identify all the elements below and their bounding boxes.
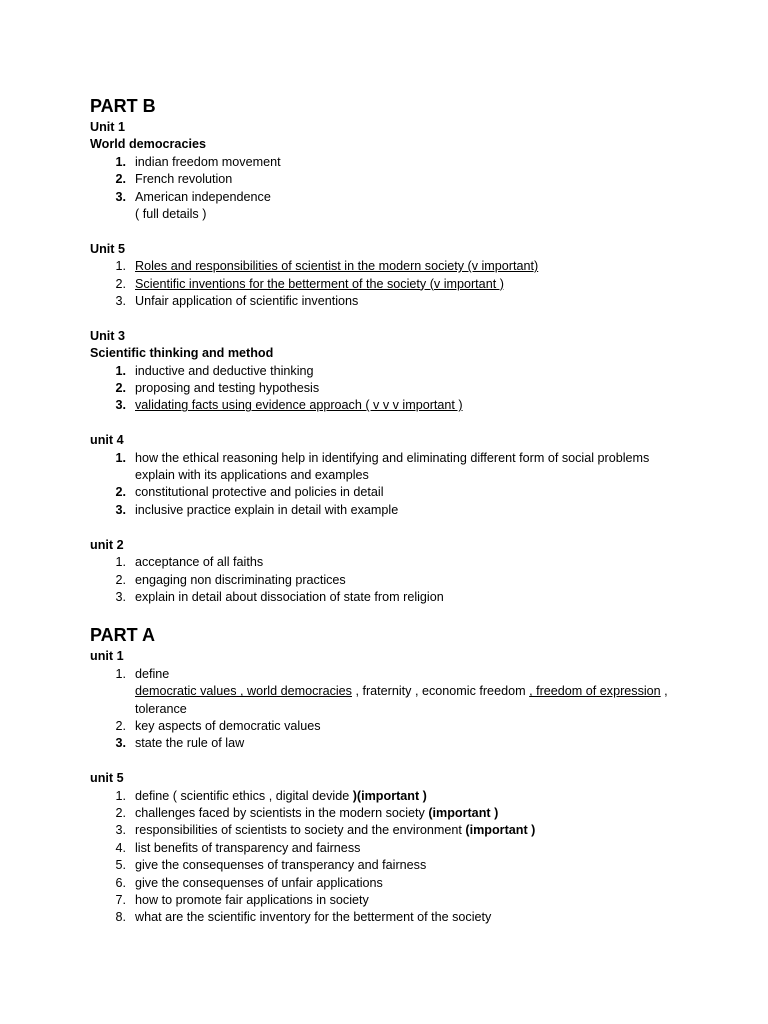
underlined-terms: democratic values , world democracies — [135, 684, 352, 699]
numbered-list — [90, 788, 690, 927]
list-text: validating facts using evidence approach ( v v v important ) — [135, 398, 463, 413]
list-number: 1. — [115, 788, 126, 803]
list-number: 1. — [115, 666, 126, 681]
unit-label: unit 2 — [90, 537, 124, 552]
importance-tag: )(important ) — [352, 788, 427, 803]
list-text-wrap — [135, 788, 690, 805]
list-number: 7. — [115, 892, 126, 907]
list-item — [90, 189, 690, 224]
plain-terms: , fraternity , economic freedom — [351, 684, 530, 699]
unit-heading: Scientific thinking and method — [90, 346, 274, 361]
list-item — [90, 572, 690, 589]
list-number: 2. — [115, 718, 126, 733]
numbered-list — [90, 450, 690, 520]
list-number: 1. — [115, 259, 126, 274]
list-item — [90, 276, 690, 293]
numbered-list — [90, 554, 690, 606]
list-text: Scientific inventions for the betterment of the society (v important ) — [135, 276, 504, 291]
list-item — [90, 502, 690, 519]
unit-label: unit 1 — [90, 649, 124, 664]
list-text-wrap — [135, 189, 690, 224]
list-text: inductive and deductive thinking — [135, 363, 314, 378]
list-item — [90, 154, 690, 171]
list-number: 4. — [115, 840, 126, 855]
list-text-wrap — [135, 805, 690, 822]
list-text: inclusive practice explain in detail with example — [135, 502, 399, 517]
list-number: 8. — [115, 910, 126, 925]
list-number: 5. — [115, 858, 126, 873]
list-item — [90, 293, 690, 310]
list-number: 2. — [115, 485, 126, 500]
list-item — [90, 857, 690, 874]
unit-heading: World democracies — [90, 137, 206, 152]
part-a-title: PART A — [90, 625, 155, 646]
list-number: 2. — [115, 572, 126, 587]
list-number: 2. — [115, 276, 126, 291]
list-number: 2. — [115, 805, 126, 820]
list-text: define ( scientific ethics , digital devide — [135, 788, 353, 803]
numbered-list — [90, 154, 690, 224]
list-item — [90, 875, 690, 892]
list-text: Roles and responsibilities of scientist in the modern society (v important) — [135, 259, 539, 274]
importance-tag: (important ) — [428, 805, 499, 820]
numbered-list — [90, 258, 690, 310]
list-item — [90, 909, 690, 926]
list-item — [90, 450, 690, 485]
list-text-wrap — [135, 822, 690, 839]
list-text: engaging non discriminating practices — [135, 572, 346, 587]
list-number: 3. — [115, 294, 126, 309]
part-b-unit3 — [90, 328, 690, 415]
list-item — [90, 840, 690, 857]
plain-terms: , tolerance — [135, 684, 668, 716]
list-text: constitutional protective and policies in detail — [135, 485, 384, 500]
part-a-unit5 — [90, 770, 690, 927]
list-text: state the rule of law — [135, 736, 245, 751]
list-text: key aspects of democratic values — [135, 718, 321, 733]
list-number: 1. — [115, 363, 126, 378]
underlined-terms: , freedom of expression — [529, 684, 661, 699]
list-number: 3. — [115, 189, 126, 204]
list-text: responsibilities of scientists to society and the environment — [135, 823, 466, 838]
list-number: 3. — [115, 589, 126, 604]
unit-label: Unit 1 — [90, 120, 125, 134]
list-text: give the consequenses of unfair applications — [135, 875, 383, 890]
list-text: list benefits of transparency and fairness — [135, 840, 361, 855]
list-item — [90, 805, 690, 822]
list-text: challenges faced by scientists in the modern society — [135, 805, 429, 820]
document-page — [90, 93, 690, 927]
part-a-unit1 — [90, 648, 690, 752]
list-text: proposing and testing hypothesis — [135, 381, 320, 396]
list-item — [90, 718, 690, 735]
list-item — [90, 892, 690, 909]
list-text: how the ethical reasoning help in identifying and eliminating different form of social problems explain with its applications and examples — [135, 450, 650, 483]
list-text: Unfair application of scientific inventions — [135, 294, 359, 309]
list-item — [90, 258, 690, 275]
part-b-unit5 — [90, 241, 690, 311]
list-number: 3. — [115, 398, 126, 413]
list-number: 6. — [115, 875, 126, 890]
list-number: 1. — [115, 450, 126, 465]
list-text: American independence — [135, 189, 271, 204]
list-item — [90, 363, 690, 380]
list-text: give the consequenses of transperancy and fairness — [135, 858, 427, 873]
unit-label: Unit 5 — [90, 241, 125, 256]
list-text: indian freedom movement — [135, 154, 281, 169]
list-text: explain in detail about dissociation of state from religion — [135, 589, 444, 604]
list-text-continuation: ( full details ) — [135, 207, 207, 222]
part-b-unit1 — [90, 119, 690, 223]
list-text: what are the scientific inventory for the betterment of the society — [135, 910, 492, 925]
list-item — [90, 666, 690, 718]
list-number: 3. — [115, 736, 126, 751]
unit-label: unit 5 — [90, 771, 124, 786]
list-text: acceptance of all faiths — [135, 555, 264, 570]
list-text: French revolution — [135, 172, 233, 187]
importance-tag: (important ) — [465, 823, 536, 838]
list-number: 1. — [115, 555, 126, 570]
list-number: 2. — [115, 172, 126, 187]
list-text: how to promote fair applications in society — [135, 892, 369, 907]
list-item — [90, 484, 690, 501]
list-number: 3. — [115, 502, 126, 517]
list-item — [90, 735, 690, 752]
list-number: 1. — [115, 154, 126, 169]
list-number: 3. — [115, 823, 126, 838]
numbered-list — [90, 666, 690, 753]
list-text: define — [135, 666, 170, 681]
part-b-unit2 — [90, 537, 690, 607]
list-text-wrap — [135, 666, 690, 718]
list-item — [90, 589, 690, 606]
list-item — [90, 397, 690, 414]
list-number: 2. — [115, 381, 126, 396]
part-b-unit4 — [90, 432, 690, 519]
unit-label: Unit 3 — [90, 328, 125, 343]
part-b-title: PART B — [90, 96, 156, 116]
list-item — [90, 554, 690, 571]
list-item — [90, 788, 690, 805]
numbered-list — [90, 363, 690, 415]
list-item — [90, 380, 690, 397]
unit-label: unit 4 — [90, 433, 124, 448]
list-item — [90, 822, 690, 839]
list-item — [90, 171, 690, 188]
